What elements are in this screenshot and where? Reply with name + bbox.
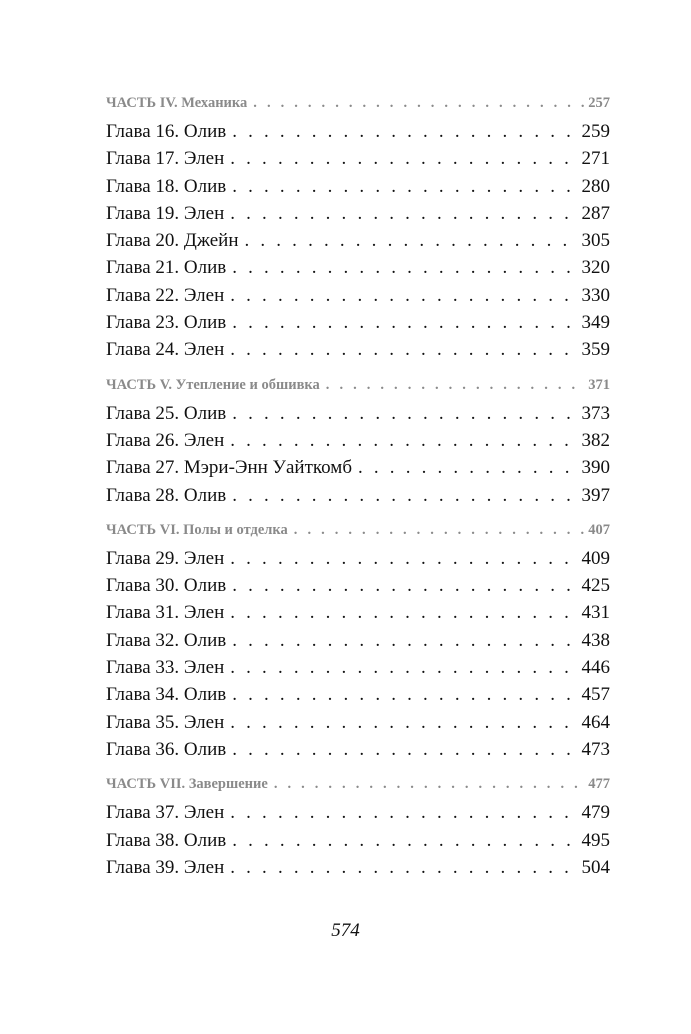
table-of-contents [106, 88, 610, 881]
dot-leader [294, 515, 584, 545]
toc-chapter-entry [106, 254, 610, 281]
dot-leader [232, 118, 577, 145]
chapter-title: Глава 39. Элен [106, 856, 225, 878]
page-reference: 271 [581, 148, 610, 170]
page-reference: 373 [581, 402, 610, 424]
chapter-title: Глава 34. Олив [106, 684, 227, 706]
dot-leader [230, 654, 577, 681]
dot-leader [232, 627, 577, 654]
page-reference: 464 [581, 711, 610, 733]
page-reference: 457 [581, 684, 610, 706]
page-reference: 320 [581, 257, 610, 279]
chapter-title: Глава 24. Элен [106, 339, 225, 361]
chapter-title: Глава 18. Олив [106, 175, 227, 197]
chapter-title: Глава 31. Элен [106, 602, 225, 624]
dot-leader [232, 309, 577, 336]
toc-chapter-entry [106, 482, 610, 509]
toc-chapter-entry [106, 282, 610, 309]
dot-leader [358, 454, 578, 481]
chapter-title: Глава 23. Олив [106, 312, 227, 334]
part-title: ЧАСТЬ VI. Полы и отделка [106, 521, 288, 538]
toc-chapter-entry [106, 336, 610, 363]
page-reference: 330 [581, 284, 610, 306]
page-reference: 349 [581, 312, 610, 334]
page-reference: 280 [581, 175, 610, 197]
part-title: ЧАСТЬ V. Утепление и обшивка [106, 376, 320, 393]
dot-leader [244, 227, 577, 254]
page-reference: 431 [581, 602, 610, 624]
chapter-title: Глава 38. Олив [106, 829, 227, 851]
dot-leader [232, 254, 577, 281]
page-reference: 407 [588, 521, 610, 538]
page-reference: 479 [581, 802, 610, 824]
page-reference: 504 [581, 856, 610, 878]
dot-leader [232, 572, 577, 599]
page-reference: 425 [581, 575, 610, 597]
dot-leader [232, 400, 577, 427]
dot-leader [230, 336, 577, 363]
chapter-title: Глава 16. Олив [106, 121, 227, 142]
chapter-title: Глава 28. Олив [106, 484, 227, 506]
toc-chapter-entry [106, 709, 610, 736]
chapter-title: Глава 25. Олив [106, 402, 227, 424]
dot-leader [230, 799, 577, 826]
dot-leader [230, 709, 577, 736]
page-reference: 390 [581, 457, 610, 479]
page-reference: 257 [588, 95, 610, 111]
toc-chapter-entry [106, 599, 610, 626]
chapter-title: Глава 29. Элен [106, 547, 225, 569]
chapter-title: Глава 30. Олив [106, 575, 227, 597]
toc-chapter-entry [106, 173, 610, 200]
chapter-title: Глава 33. Элен [106, 657, 225, 679]
page-reference: 446 [581, 657, 610, 679]
toc-part-heading [106, 88, 610, 118]
toc-chapter-entry [106, 227, 610, 254]
chapter-title: Глава 21. Олив [106, 257, 227, 279]
toc-part-heading [106, 769, 610, 799]
page-reference: 409 [581, 547, 610, 569]
page-reference: 473 [581, 738, 610, 760]
toc-chapter-entry [106, 799, 610, 826]
page-reference: 259 [581, 121, 610, 142]
dot-leader [326, 370, 584, 400]
dot-leader [232, 827, 577, 854]
dot-leader [232, 173, 577, 200]
toc-part-heading [106, 515, 610, 545]
page-reference: 287 [581, 202, 610, 224]
dot-leader [230, 145, 577, 172]
dot-leader [232, 681, 577, 708]
page-reference: 359 [581, 339, 610, 361]
chapter-title: Глава 20. Джейн [106, 230, 239, 252]
toc-chapter-entry [106, 545, 610, 572]
toc-part-heading [106, 370, 610, 400]
toc-chapter-entry [106, 854, 610, 881]
toc-chapter-entry [106, 400, 610, 427]
part-title: ЧАСТЬ VII. Завершение [106, 776, 268, 793]
dot-leader [230, 599, 577, 626]
chapter-title: Глава 19. Элен [106, 202, 225, 224]
chapter-title: Глава 37. Элен [106, 802, 225, 824]
dot-leader [230, 427, 577, 454]
toc-chapter-entry [106, 145, 610, 172]
toc-chapter-entry [106, 681, 610, 708]
dot-leader [274, 769, 584, 799]
chapter-title: Глава 36. Олив [106, 738, 227, 760]
page-reference: 438 [581, 629, 610, 651]
chapter-title: Глава 32. Олив [106, 629, 227, 651]
page-number: 574 [331, 920, 360, 941]
chapter-title: Глава 17. Элен [106, 148, 225, 170]
page-reference: 397 [581, 484, 610, 506]
page-reference: 305 [581, 230, 610, 252]
dot-leader [232, 482, 577, 509]
toc-chapter-entry [106, 627, 610, 654]
toc-chapter-entry [106, 309, 610, 336]
dot-leader [230, 854, 577, 881]
chapter-title: Глава 27. Мэри-Энн Уайткомб [106, 457, 352, 479]
toc-chapter-entry [106, 118, 610, 145]
toc-chapter-entry [106, 736, 610, 763]
toc-chapter-entry [106, 454, 610, 481]
toc-chapter-entry [106, 572, 610, 599]
toc-chapter-entry [106, 200, 610, 227]
chapter-title: Глава 22. Элен [106, 284, 225, 306]
page-reference: 477 [588, 776, 610, 793]
dot-leader [253, 88, 584, 118]
toc-chapter-entry [106, 427, 610, 454]
page-reference: 371 [588, 376, 610, 393]
chapter-title: Глава 26. Элен [106, 429, 225, 451]
dot-leader [230, 200, 577, 227]
page-reference: 495 [581, 829, 610, 851]
chapter-title: Глава 35. Элен [106, 711, 225, 733]
dot-leader [232, 736, 577, 763]
dot-leader [230, 282, 577, 309]
toc-chapter-entry [106, 827, 610, 854]
toc-chapter-entry [106, 654, 610, 681]
dot-leader [230, 545, 577, 572]
page-reference: 382 [581, 429, 610, 451]
part-title: ЧАСТЬ IV. Механика [106, 95, 248, 111]
